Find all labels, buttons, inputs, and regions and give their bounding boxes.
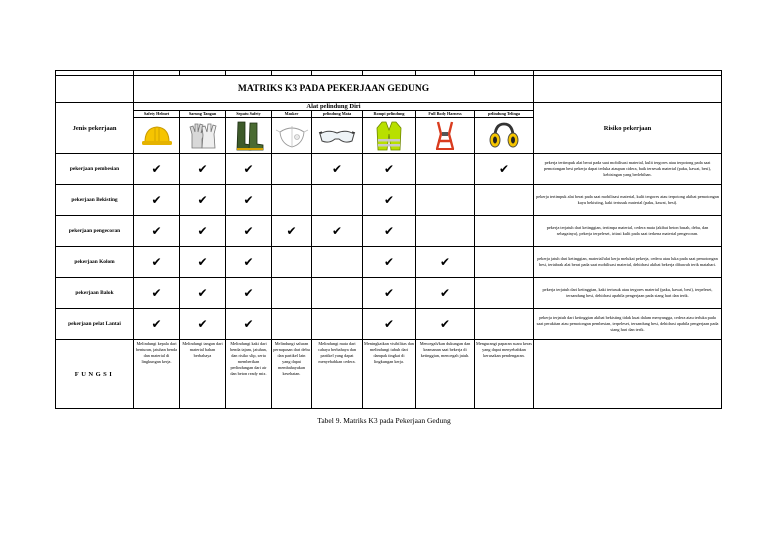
table-caption: Tabel 9. Matriks K3 pada Pekerjaan Gedung xyxy=(317,416,451,425)
equipment-header-0: Safety Helmet xyxy=(134,111,180,118)
risiko-pekerjaan-header: Risiko pekerjaan xyxy=(534,103,722,154)
check-cell xyxy=(475,278,534,309)
check-icon: ✔ xyxy=(383,193,395,207)
check-cell xyxy=(226,247,272,278)
check-cell xyxy=(416,278,475,309)
check-icon: ✔ xyxy=(383,317,395,331)
check-icon: ✔ xyxy=(197,224,208,238)
goggles-icon xyxy=(312,125,362,147)
equipment-image-cell xyxy=(134,118,180,154)
check-icon: ✔ xyxy=(383,224,395,238)
risk-description: pekerja jatuh dari ketinggian, material/alat kerja melukai pekerja, cedera atau luka pada saat pemotongan besi, tertabrak alat berat pada saat mobilisasi material, dehidrasi akibat bekerja dibawah terik matahari. xyxy=(534,247,722,278)
check-cell xyxy=(226,154,272,185)
check-cell xyxy=(363,278,416,309)
table-row xyxy=(56,247,722,278)
check-cell xyxy=(363,309,416,340)
vest-icon xyxy=(363,120,415,152)
check-cell xyxy=(134,247,180,278)
check-cell xyxy=(312,247,363,278)
check-icon: ✔ xyxy=(383,255,395,269)
check-icon: ✔ xyxy=(243,255,254,269)
job-name: pekerjaan pembesian xyxy=(56,154,134,185)
check-icon: ✔ xyxy=(439,317,451,331)
equipment-header-2: Sepatu Safety xyxy=(226,111,272,118)
fungsi-description: Mengurangi paparan suara keras yang dapat menyebabkan kerusakan pendengaran. xyxy=(475,340,534,409)
check-cell xyxy=(134,216,180,247)
table-row xyxy=(56,278,722,309)
check-cell xyxy=(475,154,534,185)
check-icon: ✔ xyxy=(286,224,297,238)
job-name: pekerjaan Kolom xyxy=(56,247,134,278)
check-cell xyxy=(475,216,534,247)
check-cell xyxy=(272,154,312,185)
check-icon: ✔ xyxy=(197,162,208,176)
check-icon: ✔ xyxy=(439,286,451,300)
jenis-pekerjaan-header: Jenis pekerjaan xyxy=(56,103,134,154)
table-row xyxy=(56,216,722,247)
equipment-image-cell xyxy=(475,118,534,154)
fungsi-description: Melindungi tangan dari material bahan berbahaya xyxy=(180,340,226,409)
apd-group-header: Alat pelindung Diri xyxy=(134,103,534,111)
check-icon: ✔ xyxy=(439,255,451,269)
check-cell xyxy=(475,247,534,278)
check-cell xyxy=(134,278,180,309)
check-icon: ✔ xyxy=(151,193,162,207)
check-icon: ✔ xyxy=(383,162,395,176)
equipment-header-1: Sarung Tangan xyxy=(180,111,226,118)
job-name: pekerjaan pelat Lantai xyxy=(56,309,134,340)
check-icon: ✔ xyxy=(243,193,254,207)
check-cell xyxy=(272,309,312,340)
table-title: MATRIKS K3 PADA PEKERJAAN GEDUNG xyxy=(134,76,534,103)
check-cell xyxy=(312,309,363,340)
check-cell xyxy=(226,216,272,247)
check-cell xyxy=(272,185,312,216)
risk-description: pekerja terjatuh dari ketinggian, tertimpa material, cedera mata (akibat beton basah, debu, dan sebagainya), pekerja terpeleset, iritasi kulit pada saat terkena material pengecoran. xyxy=(534,216,722,247)
check-cell xyxy=(272,247,312,278)
equipment-header-5: Rompi pelindung xyxy=(363,111,416,118)
check-cell xyxy=(312,216,363,247)
equipment-header-7: pelindung Telinga xyxy=(475,111,534,118)
fungsi-label: FUNGSI xyxy=(56,340,134,409)
check-cell xyxy=(272,278,312,309)
equipment-header-6: Full Body Harness xyxy=(416,111,475,118)
fungsi-description: Melindungi kaki dari benda tajam, jatuhan, dan risiko slip, serta memberikan perlindungan dari air dan beton ready mix. xyxy=(226,340,272,409)
check-cell xyxy=(226,185,272,216)
check-cell xyxy=(180,309,226,340)
check-icon: ✔ xyxy=(243,162,254,176)
check-icon: ✔ xyxy=(197,255,208,269)
check-cell xyxy=(180,247,226,278)
job-name: pekerjaan Bekisting xyxy=(56,185,134,216)
check-cell xyxy=(416,185,475,216)
check-cell xyxy=(416,247,475,278)
check-icon: ✔ xyxy=(151,162,162,176)
mask-icon xyxy=(272,122,311,150)
check-cell xyxy=(272,216,312,247)
check-cell xyxy=(475,185,534,216)
empty-cell xyxy=(534,340,722,409)
check-cell xyxy=(416,309,475,340)
table-row xyxy=(56,309,722,340)
gloves-icon xyxy=(180,121,225,151)
equipment-image-cell xyxy=(272,118,312,154)
check-cell xyxy=(226,278,272,309)
k3-matrix-table xyxy=(55,70,722,409)
check-cell xyxy=(363,216,416,247)
earmuff-icon xyxy=(475,121,533,151)
equipment-image-cell xyxy=(363,118,416,154)
equipment-header-4: pelindung Mata xyxy=(312,111,363,118)
check-cell xyxy=(180,278,226,309)
check-cell xyxy=(180,154,226,185)
equipment-image-cell xyxy=(226,118,272,154)
check-icon: ✔ xyxy=(243,317,254,331)
risk-description: pekerja terjatuh dari ketinggian, kaki tertusuk atau tergores material (paku, kawat, besi), terpeleset, tersandung besi, dehidrasi apabila pengerjaan pada siang hari dan terik. xyxy=(534,278,722,309)
fungsi-description: Meningkatkan visibilitas dan melindungi tubuh dari dampak tingkat di lingkungan kerja. xyxy=(363,340,416,409)
check-cell xyxy=(416,216,475,247)
check-icon: ✔ xyxy=(331,224,343,238)
check-icon: ✔ xyxy=(197,286,208,300)
fungsi-description: Melindungi mata dari cahaya berbahaya dan partikel yang dapat menyebabkan cedera. xyxy=(312,340,363,409)
fungsi-description: Melindungi kepala dari benturan, jatuhan benda dan material di lingkungan kerja. xyxy=(134,340,180,409)
check-cell xyxy=(363,247,416,278)
check-icon: ✔ xyxy=(151,224,162,238)
helmet-icon xyxy=(134,122,179,150)
table-row xyxy=(56,185,722,216)
check-cell xyxy=(312,278,363,309)
check-cell xyxy=(180,185,226,216)
equipment-image-cell xyxy=(416,118,475,154)
table-row xyxy=(56,154,722,185)
risk-description: pekerja terjatuh dari ketinggian akibat bekisting tidak kuat dalam menyangga, cedera atau terluka pada saat perakitan atau pemotongan pembesian, terpeleset, tersandung besi, dehidrasi apabila pengerjaan pada siang hari dan terik. xyxy=(534,309,722,340)
check-icon: ✔ xyxy=(243,224,254,238)
check-icon: ✔ xyxy=(243,286,254,300)
check-cell xyxy=(312,154,363,185)
risk-description: pekerja tertimpuk alat berat pada saat mobilisasi material, kulit tergores atau terpotong pada saat pemotongan besi pekerja dapat terluka ataupun cidera, baik tersesak material (paku, kawat, besi), kebisingan yang berlebihan. xyxy=(534,154,722,185)
equipment-header-3: Masker xyxy=(272,111,312,118)
check-icon: ✔ xyxy=(197,193,208,207)
check-cell xyxy=(475,309,534,340)
check-icon: ✔ xyxy=(197,317,208,331)
harness-icon xyxy=(416,120,474,152)
check-cell xyxy=(134,309,180,340)
equipment-image-cell xyxy=(180,118,226,154)
check-cell xyxy=(226,309,272,340)
check-icon: ✔ xyxy=(151,286,162,300)
fungsi-description: Melindungi saluran pernapasan dari debu dan partikel lain yang dapat membahayakan kesehatan. xyxy=(272,340,312,409)
check-icon: ✔ xyxy=(151,317,162,331)
check-icon: ✔ xyxy=(383,286,395,300)
risk-description: pekerja tertimpuk alat berat pada saat mobilisasi material, kulit tergores atau terpotong akibat pemotongan kayu bekisting, kaki tertusuk material (paku, kawat, besi). xyxy=(534,185,722,216)
check-icon: ✔ xyxy=(498,162,510,176)
check-cell xyxy=(180,216,226,247)
check-cell xyxy=(134,185,180,216)
check-cell xyxy=(416,154,475,185)
check-icon: ✔ xyxy=(331,162,343,176)
boots-icon xyxy=(226,120,271,152)
fungsi-description: Mencegah/kan dukungan dan keamanan saat bekerja di ketinggian, mencegah jatuh. xyxy=(416,340,475,409)
equipment-image-cell xyxy=(312,118,363,154)
check-cell xyxy=(363,154,416,185)
job-name: pekerjaan Balok xyxy=(56,278,134,309)
job-name: pekerjaan pengecoran xyxy=(56,216,134,247)
check-cell xyxy=(134,154,180,185)
check-icon: ✔ xyxy=(151,255,162,269)
check-cell xyxy=(312,185,363,216)
check-cell xyxy=(363,185,416,216)
